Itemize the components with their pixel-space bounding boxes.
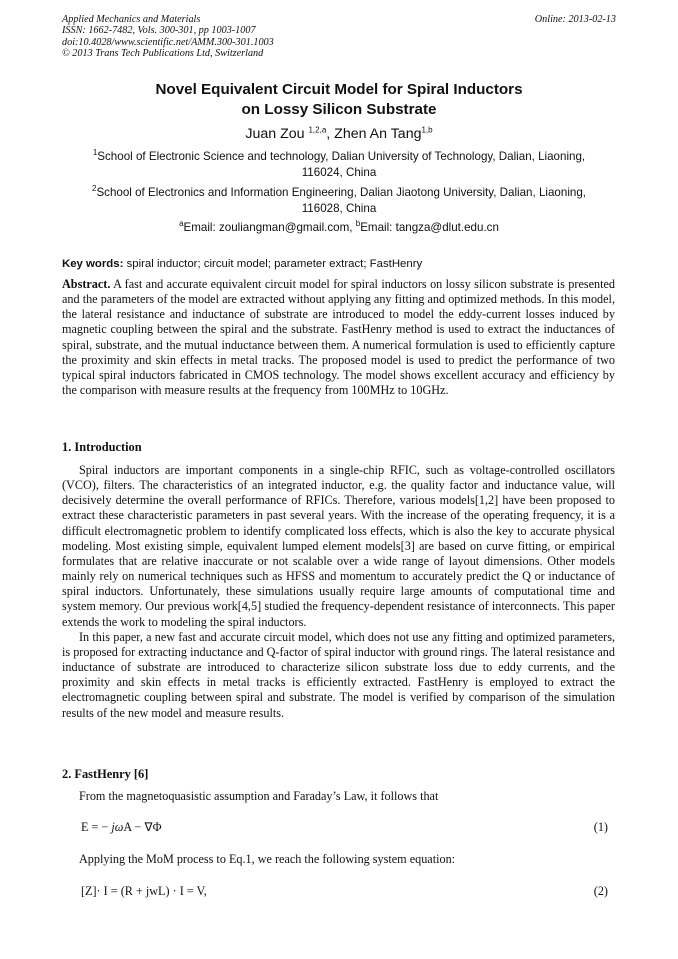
- paper-title: [62, 80, 616, 120]
- author-affiliation-mark: 1,2,a: [308, 125, 327, 135]
- journal-name: Applied Mechanics and Materials: [62, 14, 201, 25]
- issn-line: ISSN: 1662-7482, Vols. 300-301, pp 1003-1007: [62, 25, 256, 37]
- equation-part: jω: [111, 820, 124, 834]
- keywords-text: spiral inductor; circuit model; parameter extract; FastHenry: [123, 258, 423, 270]
- copyright-line: © 2013 Trans Tech Publications Ltd, Switzerland: [62, 48, 264, 60]
- equation-number: (2): [593, 884, 608, 898]
- section-heading-fasthenry: 2. FastHenry [6]: [62, 767, 149, 781]
- equation-number: (1): [593, 820, 608, 834]
- author-name: Zhen An Tang: [334, 126, 422, 142]
- abstract-text: A fast and accurate equivalent circuit model for spiral inductors on lossy silicon substrate is presented and the parameters of the model are extracted without applying any fitting and optimized methods. In this model, the lateral resistance and inductance of substrate are introduced to model the eddy-current losses induced by magnetic coupling between the spiral and the substrate. FastHenry method is used to extract the inductances of spiral, substrate, and the mutual inductance between them. A numerical formulation is used to efficiently capture the proximity and skin effects in metal tracks. The proposed model is used to predict the performance of two typical spiral inductors fabricated in CMOS technology. The model shows excellent accuracy and efficiency by the comparison with measure results at the frequency from 100MHz to 10GHz.: [62, 277, 615, 398]
- doi-line: doi:10.4028/www.scientific.net/AMM.300-301.1003: [62, 36, 274, 48]
- affiliation-2: [62, 185, 616, 216]
- introduction-body: [62, 463, 615, 721]
- paragraph: Spiral inductors are important components in a single-chip RFIC, such as voltage-controlled oscillators (VCO), filters. The characteristics of an integrated inductor, e.g. the quality factor and inductance value, will decisively determine the overall performance of RFICs. Therefore, various models[1,2] have been proposed to extract these characteristic parameters in past several years. With the increase of the operating frequency, it is a difficult electromagnetic problem to identify complicated loss effects, which is also the key to accurate physical modeling. Most existing simple, equivalent lumped element models[3] are based on curve fitting, or empirical formulates that are relative inaccurate or not scalable over a wide range of layout dimensions. Other models mainly rely on numerical techniques such as HFSS and momentum to accurately predict the Q or inductance of spiral inductors. Unfortunately, these simulations usually require large amounts of computational time and system memory. Our previous work[4,5] studied the frequency-dependent resistance of interconnects. This paper extends the work to modeling the spiral inductors.: [62, 463, 615, 629]
- affiliation-mark: 2: [91, 184, 97, 194]
- section-heading-introduction: 1. Introduction: [62, 440, 142, 454]
- online-date: Online: 2013-02-13: [534, 14, 616, 25]
- affiliation-text: School of Electronics and Information Engineering, Dalian Jiaotong University, Dalian, Liaoning,: [96, 186, 587, 199]
- affiliation-mark: 1: [92, 148, 98, 158]
- affiliation-text: School of Electronic Science and technology, Dalian University of Technology, Dalian, Liaoning,: [97, 150, 586, 163]
- author-separator: ,: [326, 126, 335, 142]
- equation-part: E = −: [81, 820, 112, 834]
- paragraph: Applying the MoM process to Eq.1, we reach the following system equation:: [79, 852, 456, 866]
- equation-2: [Z]· I = (R + jwL) · I = V,: [81, 884, 207, 898]
- author-name: Juan Zou: [245, 126, 305, 142]
- affiliation-postcode: 116028, China: [301, 201, 377, 215]
- abstract-label: Abstract.: [62, 277, 111, 291]
- affiliation-1: [62, 149, 616, 180]
- paragraph: From the magnetoquasistic assumption and Faraday’s Law, it follows that: [79, 789, 439, 803]
- paragraph: In this paper, a new fast and accurate circuit model, which does not use any fitting and optimized parameters, is proposed for extracting inductance and Q-factor of spiral inductor with ground rings. The lateral resistance and inductance of substrate are introduced to characterize silicon substrate loss due to eddy currents, and the proximity and skin effects in metal tracks is efficiently extracted. FastHenry is employed to extract the electromagnetic coupling between spiral and substrate. The model is verified by comparison of the simulation results of the new model and measure results.: [62, 629, 615, 720]
- email-mark: b: [355, 219, 361, 229]
- email-text: Email: zouliangman@gmail.com,: [183, 221, 356, 234]
- keywords-label: Key words:: [62, 258, 124, 270]
- title-line-2: on Lossy Silicon Substrate: [241, 101, 437, 118]
- author-list: [62, 125, 616, 143]
- author-affiliation-mark: 1,b: [421, 125, 433, 135]
- email-mark: a: [179, 219, 184, 229]
- email-text: Email: tangza@dlut.edu.cn: [360, 221, 499, 234]
- abstract: [62, 277, 615, 398]
- keywords: [62, 257, 616, 272]
- equation-part: A − ∇Φ: [123, 820, 162, 834]
- title-line-1: Novel Equivalent Circuit Model for Spiral Inductors: [155, 81, 523, 98]
- affiliation-postcode: 116024, China: [301, 165, 377, 179]
- equation-1: [81, 820, 162, 835]
- email-line: [62, 220, 616, 236]
- publication-header: [62, 14, 618, 60]
